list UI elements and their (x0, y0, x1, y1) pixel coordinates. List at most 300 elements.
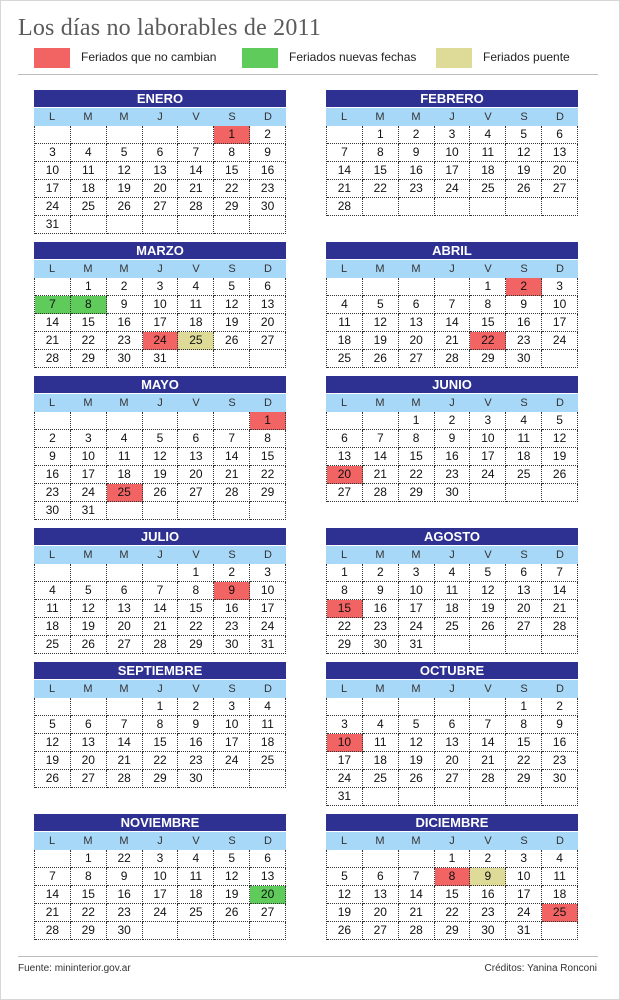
weekday-label: S (520, 683, 528, 695)
day-cell: 17 (399, 600, 435, 618)
day-cell: 17 (470, 448, 506, 466)
day-cell: 27 (250, 332, 286, 350)
empty-day-cell (214, 350, 250, 368)
week-row (35, 850, 286, 868)
holiday-cell-fixed: 22 (470, 332, 506, 350)
day-cell: 7 (470, 716, 506, 734)
weekday-label: J (449, 397, 455, 409)
day-cell: 26 (327, 922, 363, 940)
empty-day-cell (214, 216, 250, 234)
empty-day-cell (506, 484, 542, 502)
weekday-label: L (48, 397, 56, 409)
day-cell: 21 (35, 332, 71, 350)
day-cell: 27 (178, 484, 214, 502)
day-cell: 2 (399, 126, 435, 144)
month-name: AGOSTO (326, 528, 578, 546)
day-cell: 19 (35, 752, 71, 770)
day-cell: 16 (506, 314, 542, 332)
day-cell: 3 (143, 850, 179, 868)
day-cell: 11 (71, 162, 107, 180)
day-cell: 21 (214, 466, 250, 484)
day-cell: 10 (35, 162, 71, 180)
day-cell: 15 (71, 886, 107, 904)
holiday-cell-fixed: 1 (250, 412, 286, 430)
day-cell: 19 (363, 332, 399, 350)
empty-day-cell (542, 922, 578, 940)
day-cell: 2 (470, 850, 506, 868)
day-cell: 13 (71, 734, 107, 752)
weekday-label: L (340, 835, 348, 847)
day-cell: 12 (399, 734, 435, 752)
weekday-label: M (375, 835, 385, 847)
day-cell: 14 (542, 582, 578, 600)
day-cell: 27 (435, 770, 471, 788)
weekday-label: D (264, 835, 272, 847)
empty-day-cell (399, 850, 435, 868)
empty-day-cell (363, 198, 399, 216)
day-cell: 28 (327, 198, 363, 216)
day-cell: 26 (399, 770, 435, 788)
holiday-cell-fixed: 10 (327, 734, 363, 752)
day-cell: 4 (542, 850, 578, 868)
day-cell: 26 (363, 350, 399, 368)
day-cell: 25 (178, 904, 214, 922)
day-cell: 13 (143, 162, 179, 180)
week-row (327, 126, 578, 144)
day-cell: 26 (470, 618, 506, 636)
day-cell: 21 (399, 904, 435, 922)
day-cell: 29 (71, 922, 107, 940)
weekday-label: L (48, 835, 56, 847)
day-cell: 27 (71, 770, 107, 788)
empty-day-cell (107, 126, 143, 144)
day-cell: 21 (143, 618, 179, 636)
header-divider (18, 74, 598, 75)
day-cell: 9 (35, 448, 71, 466)
weekday-label: D (556, 263, 564, 275)
weekday-label: L (48, 111, 56, 123)
day-cell: 14 (363, 448, 399, 466)
day-cell: 23 (214, 618, 250, 636)
empty-day-cell (327, 126, 363, 144)
empty-day-cell (470, 788, 506, 806)
day-cell: 13 (363, 886, 399, 904)
day-cell: 15 (250, 448, 286, 466)
day-cell: 17 (143, 886, 179, 904)
week-row (327, 886, 578, 904)
day-cell: 7 (107, 716, 143, 734)
day-cell: 12 (470, 582, 506, 600)
day-cell: 12 (363, 314, 399, 332)
day-cell: 10 (435, 144, 471, 162)
day-cell: 13 (250, 868, 286, 886)
week-row (35, 582, 286, 600)
day-cell: 26 (107, 198, 143, 216)
empty-day-cell (35, 278, 71, 296)
day-cell: 6 (506, 564, 542, 582)
empty-day-cell (35, 126, 71, 144)
day-cell: 29 (250, 484, 286, 502)
day-cell: 29 (71, 350, 107, 368)
empty-day-cell (71, 412, 107, 430)
day-cell: 11 (327, 314, 363, 332)
day-cell: 9 (542, 716, 578, 734)
day-cell: 14 (107, 734, 143, 752)
day-cell: 25 (71, 198, 107, 216)
weekday-header (326, 680, 578, 698)
legend-swatch-moved (242, 48, 278, 68)
day-cell: 26 (214, 904, 250, 922)
day-cell: 15 (71, 314, 107, 332)
day-cell: 14 (327, 162, 363, 180)
empty-day-cell (35, 850, 71, 868)
day-cell: 17 (35, 180, 71, 198)
day-cell: 23 (542, 752, 578, 770)
page-title: Los días no laborables de 2011 (18, 15, 322, 41)
day-cell: 24 (35, 198, 71, 216)
week-row (327, 350, 578, 368)
day-grid (34, 412, 286, 520)
week-row (35, 296, 286, 314)
day-cell: 6 (178, 430, 214, 448)
weekday-label: V (484, 397, 492, 409)
weekday-label: D (264, 549, 272, 561)
week-row (35, 698, 286, 716)
source-note: Fuente: mininterior.gov.ar (18, 963, 131, 974)
day-cell: 11 (178, 868, 214, 886)
month-name: NOVIEMBRE (34, 814, 286, 832)
empty-day-cell (542, 788, 578, 806)
weekday-label: S (228, 683, 236, 695)
day-cell: 11 (250, 716, 286, 734)
day-cell: 22 (506, 752, 542, 770)
day-grid (326, 850, 578, 940)
day-cell: 1 (363, 126, 399, 144)
day-cell: 13 (542, 144, 578, 162)
day-cell: 22 (327, 618, 363, 636)
weekday-label: D (556, 111, 564, 123)
weekday-label: J (449, 835, 455, 847)
day-cell: 17 (542, 314, 578, 332)
week-row (327, 582, 578, 600)
month-agosto (326, 528, 578, 654)
day-cell: 3 (143, 278, 179, 296)
day-cell: 11 (470, 144, 506, 162)
day-cell: 6 (327, 430, 363, 448)
day-cell: 1 (143, 698, 179, 716)
day-cell: 21 (35, 904, 71, 922)
day-cell: 2 (435, 412, 471, 430)
day-cell: 22 (250, 466, 286, 484)
day-cell: 3 (542, 278, 578, 296)
legend-label-moved: Feriados nuevas fechas (289, 50, 417, 64)
day-cell: 5 (214, 850, 250, 868)
day-cell: 1 (327, 564, 363, 582)
day-cell: 28 (35, 922, 71, 940)
day-cell: 24 (71, 484, 107, 502)
day-cell: 28 (470, 770, 506, 788)
weekday-label: S (520, 549, 528, 561)
day-cell: 24 (214, 752, 250, 770)
day-cell: 7 (399, 868, 435, 886)
day-cell: 17 (506, 886, 542, 904)
legend-swatch-bridge (436, 48, 472, 68)
legend-swatch-fixed (34, 48, 70, 68)
weekday-label: M (375, 549, 385, 561)
day-cell: 13 (250, 296, 286, 314)
weekday-label: V (484, 549, 492, 561)
day-cell: 2 (35, 430, 71, 448)
empty-day-cell (107, 698, 143, 716)
day-cell: 8 (363, 144, 399, 162)
day-cell: 16 (363, 600, 399, 618)
day-cell: 15 (399, 448, 435, 466)
day-cell: 3 (470, 412, 506, 430)
day-cell: 6 (71, 716, 107, 734)
week-row (35, 904, 286, 922)
weekday-label: M (83, 111, 93, 123)
week-row (35, 430, 286, 448)
weekday-label: S (228, 397, 236, 409)
empty-day-cell (214, 922, 250, 940)
day-cell: 20 (178, 466, 214, 484)
weekday-label: M (119, 835, 129, 847)
weekday-label: M (119, 549, 129, 561)
month-name: DICIEMBRE (326, 814, 578, 832)
day-cell: 20 (435, 752, 471, 770)
day-cell: 1 (178, 564, 214, 582)
day-cell: 12 (107, 162, 143, 180)
empty-day-cell (143, 216, 179, 234)
week-row (35, 314, 286, 332)
day-cell: 26 (214, 332, 250, 350)
day-cell: 11 (363, 734, 399, 752)
weekday-label: S (520, 835, 528, 847)
month-name: JULIO (34, 528, 286, 546)
week-row (35, 144, 286, 162)
empty-day-cell (178, 350, 214, 368)
day-cell: 10 (250, 582, 286, 600)
day-cell: 2 (250, 126, 286, 144)
week-row (327, 564, 578, 582)
empty-day-cell (435, 636, 471, 654)
day-cell: 11 (35, 600, 71, 618)
day-cell: 8 (143, 716, 179, 734)
day-cell: 5 (470, 564, 506, 582)
week-row (327, 448, 578, 466)
weekday-label: S (520, 397, 528, 409)
day-cell: 4 (178, 850, 214, 868)
day-cell: 6 (143, 144, 179, 162)
month-julio (34, 528, 286, 654)
empty-day-cell (327, 698, 363, 716)
day-cell: 21 (363, 466, 399, 484)
weekday-label: D (556, 549, 564, 561)
week-row (35, 198, 286, 216)
day-cell: 23 (178, 752, 214, 770)
empty-day-cell (143, 922, 179, 940)
day-cell: 25 (506, 466, 542, 484)
day-cell: 3 (214, 698, 250, 716)
day-cell: 15 (178, 600, 214, 618)
day-cell: 23 (363, 618, 399, 636)
day-cell: 8 (470, 296, 506, 314)
day-cell: 18 (435, 600, 471, 618)
day-cell: 8 (178, 582, 214, 600)
day-cell: 11 (542, 868, 578, 886)
weekday-header (34, 680, 286, 698)
weekday-label: M (83, 397, 93, 409)
day-cell: 30 (470, 922, 506, 940)
day-cell: 29 (214, 198, 250, 216)
empty-day-cell (470, 698, 506, 716)
day-cell: 17 (214, 734, 250, 752)
month-name: JUNIO (326, 376, 578, 394)
day-cell: 30 (214, 636, 250, 654)
month-mayo (34, 376, 286, 520)
day-cell: 1 (506, 698, 542, 716)
day-cell: 7 (178, 144, 214, 162)
day-cell: 20 (399, 332, 435, 350)
day-cell: 16 (250, 162, 286, 180)
month-enero (34, 90, 286, 234)
day-cell: 24 (435, 180, 471, 198)
empty-day-cell (399, 198, 435, 216)
weekday-header (34, 394, 286, 412)
month-name: ABRIL (326, 242, 578, 260)
day-cell: 4 (107, 430, 143, 448)
weekday-label: J (157, 549, 163, 561)
day-cell: 6 (250, 278, 286, 296)
day-cell: 14 (470, 734, 506, 752)
day-cell: 19 (71, 618, 107, 636)
day-cell: 18 (71, 180, 107, 198)
day-cell: 6 (107, 582, 143, 600)
day-cell: 12 (327, 886, 363, 904)
day-cell: 10 (542, 296, 578, 314)
day-cell: 9 (107, 868, 143, 886)
day-cell: 4 (435, 564, 471, 582)
day-cell: 15 (470, 314, 506, 332)
week-row (35, 216, 286, 234)
empty-day-cell (214, 770, 250, 788)
day-cell: 22 (71, 904, 107, 922)
week-row (35, 618, 286, 636)
day-cell: 22 (71, 332, 107, 350)
empty-day-cell (71, 698, 107, 716)
day-cell: 13 (506, 582, 542, 600)
weekday-label: J (449, 683, 455, 695)
day-cell: 11 (506, 430, 542, 448)
empty-day-cell (143, 502, 179, 520)
week-row (327, 296, 578, 314)
day-cell: 19 (542, 448, 578, 466)
empty-day-cell (178, 412, 214, 430)
day-grid (34, 698, 286, 788)
weekday-label: V (192, 683, 200, 695)
day-cell: 30 (250, 198, 286, 216)
day-cell: 19 (399, 752, 435, 770)
empty-day-cell (35, 698, 71, 716)
day-cell: 2 (363, 564, 399, 582)
empty-day-cell (178, 502, 214, 520)
week-row (327, 412, 578, 430)
weekday-label: L (340, 263, 348, 275)
weekday-label: M (119, 397, 129, 409)
day-grid (326, 278, 578, 368)
holiday-cell-fixed: 15 (327, 600, 363, 618)
day-grid (326, 698, 578, 806)
week-row (35, 162, 286, 180)
day-cell: 31 (35, 216, 71, 234)
week-row (327, 850, 578, 868)
weekday-header (326, 832, 578, 850)
holiday-cell-fixed: 8 (435, 868, 471, 886)
day-cell: 30 (435, 484, 471, 502)
weekday-label: M (83, 549, 93, 561)
day-cell: 29 (470, 350, 506, 368)
week-row (327, 144, 578, 162)
day-grid (34, 278, 286, 368)
month-octubre (326, 662, 578, 806)
weekday-label: M (411, 835, 421, 847)
day-cell: 1 (470, 278, 506, 296)
week-row (35, 466, 286, 484)
day-cell: 9 (250, 144, 286, 162)
day-cell: 20 (250, 314, 286, 332)
week-row (35, 600, 286, 618)
day-cell: 21 (107, 752, 143, 770)
empty-day-cell (71, 216, 107, 234)
day-cell: 17 (435, 162, 471, 180)
week-row (35, 636, 286, 654)
day-cell: 9 (363, 582, 399, 600)
day-cell: 19 (470, 600, 506, 618)
weekday-label: J (449, 111, 455, 123)
day-cell: 11 (435, 582, 471, 600)
weekday-label: J (157, 397, 163, 409)
day-cell: 28 (542, 618, 578, 636)
day-cell: 26 (143, 484, 179, 502)
day-cell: 19 (214, 886, 250, 904)
day-cell: 24 (542, 332, 578, 350)
day-cell: 22 (178, 618, 214, 636)
week-row (35, 564, 286, 582)
empty-day-cell (178, 922, 214, 940)
day-cell: 5 (107, 144, 143, 162)
weekday-label: V (192, 111, 200, 123)
day-cell: 27 (542, 180, 578, 198)
weekday-label: M (375, 397, 385, 409)
day-cell: 16 (470, 886, 506, 904)
weekday-label: S (228, 263, 236, 275)
day-cell: 26 (35, 770, 71, 788)
day-cell: 12 (506, 144, 542, 162)
week-row (35, 868, 286, 886)
weekday-label: M (411, 111, 421, 123)
empty-day-cell (107, 564, 143, 582)
day-cell: 7 (143, 582, 179, 600)
day-cell: 13 (399, 314, 435, 332)
day-cell: 15 (363, 162, 399, 180)
day-cell: 22 (435, 904, 471, 922)
day-cell: 22 (399, 466, 435, 484)
day-cell: 25 (35, 636, 71, 654)
weekday-label: S (228, 835, 236, 847)
weekday-label: L (340, 111, 348, 123)
day-cell: 28 (214, 484, 250, 502)
day-cell: 16 (435, 448, 471, 466)
